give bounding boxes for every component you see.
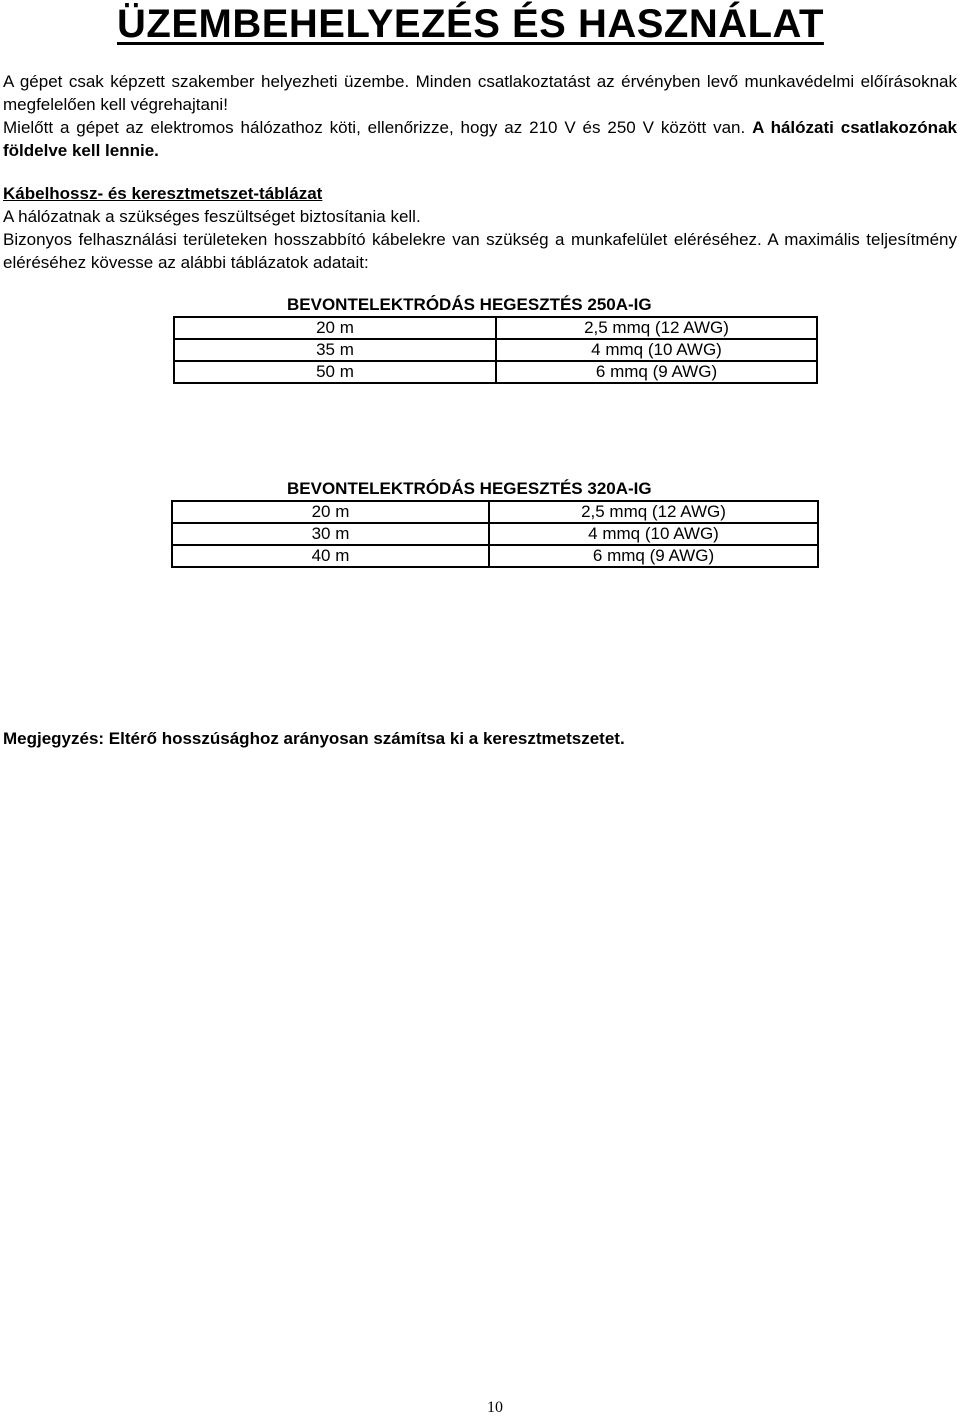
table-cell-section: 2,5 mmq (12 AWG) xyxy=(489,501,818,523)
table-cell-length: 35 m xyxy=(174,339,496,361)
intro-voltage-text: Mielőtt a gépet az elektromos hálózathoz köti, ellenőrizze, hogy az 210 V és 250 V között van. xyxy=(3,118,746,137)
table-cell-length: 20 m xyxy=(174,317,496,339)
cable-section-line-1: A hálózatnak a szükséges feszültséget biztosítania kell. xyxy=(3,207,421,226)
note-text: Megjegyzés: Eltérő hosszúsághoz arányosan számítsa ki a keresztmetszetet. xyxy=(3,729,625,748)
cable-section-heading: Kábelhossz- és keresztmetszet-táblázat xyxy=(3,184,323,203)
table-row xyxy=(172,545,818,567)
cable-section xyxy=(3,182,957,274)
table-320a-caption: BEVONTELEKTRÓDÁS HEGESZTÉS 320A-IG xyxy=(287,479,652,498)
intro-section xyxy=(3,70,957,162)
cable-section-line-2: Bizonyos felhasználási területeken hosszabbító kábelekre van szükség a munkafelület eléréséhez. A maximális teljesítmény eléréséhez kövesse az alábbi táblázatok adatait: xyxy=(3,230,957,272)
table-row xyxy=(172,501,818,523)
table-row xyxy=(174,317,817,339)
intro-paragraph-2 xyxy=(3,116,957,162)
table-cell-section: 6 mmq (9 AWG) xyxy=(496,361,817,383)
table-250a xyxy=(173,316,818,384)
table-cell-section: 4 mmq (10 AWG) xyxy=(489,523,818,545)
table-250a-caption: BEVONTELEKTRÓDÁS HEGESZTÉS 250A-IG xyxy=(287,295,652,314)
page-number: 10 xyxy=(487,1399,503,1416)
table-cell-length: 20 m xyxy=(172,501,489,523)
page-title: ÜZEMBEHELYEZÉS ÉS HASZNÁLAT xyxy=(117,2,824,46)
table-cell-section: 6 mmq (9 AWG) xyxy=(489,545,818,567)
table-320a xyxy=(171,500,819,568)
intro-paragraph-1: A gépet csak képzett szakember helyezheti üzembe. Minden csatlakoztatást az érvényben levő munkavédelmi előírásoknak megfelelően kell végrehajtani! xyxy=(3,72,957,114)
table-cell-section: 2,5 mmq (12 AWG) xyxy=(496,317,817,339)
table-row xyxy=(172,523,818,545)
table-row xyxy=(174,361,817,383)
table-cell-section: 4 mmq (10 AWG) xyxy=(496,339,817,361)
table-cell-length: 50 m xyxy=(174,361,496,383)
table-cell-length: 40 m xyxy=(172,545,489,567)
table-row xyxy=(174,339,817,361)
table-cell-length: 30 m xyxy=(172,523,489,545)
intro-grounding-warning: A hálózati csatlakozónak földelve kell lennie. xyxy=(3,118,957,160)
